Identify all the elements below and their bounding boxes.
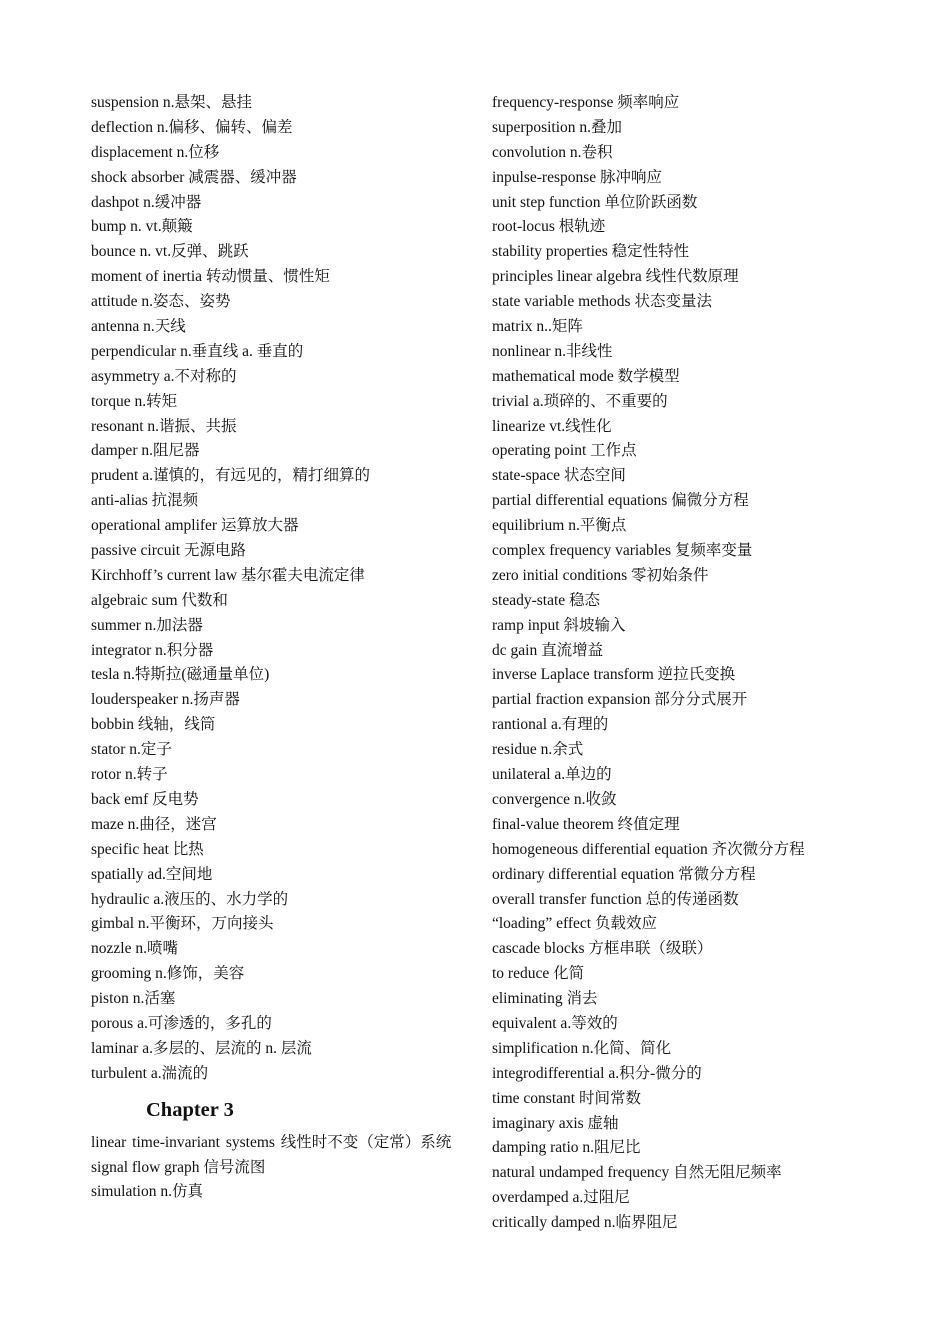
glossary-entry: gimbal n.平衡环，万向接头 xyxy=(91,915,274,933)
glossary-entry: asymmetry a.不对称的 xyxy=(91,367,237,385)
glossary-entry: integrodifferential a.积分-微分的 xyxy=(492,1064,702,1082)
glossary-entry: unilateral a.单边的 xyxy=(492,766,612,784)
glossary-entry: critically damped n.临界阻尼 xyxy=(492,1214,678,1232)
glossary-entry: Kirchhoff’s current law 基尔霍夫电流定律 xyxy=(91,566,365,584)
glossary-entry: signal flow graph 信号流图 xyxy=(91,1158,266,1176)
glossary-entry: rotor n.转子 xyxy=(91,766,168,784)
glossary-entry: perpendicular n.垂直线 a. 垂直的 xyxy=(91,342,304,360)
glossary-entry: steady-state 稳态 xyxy=(492,591,601,609)
glossary-entry: “loading” effect 负载效应 xyxy=(492,915,657,933)
glossary-entry: overdamped a.过阻尼 xyxy=(492,1189,630,1207)
glossary-entry: overall transfer function 总的传递函数 xyxy=(492,890,739,908)
glossary-entry: convolution n.卷积 xyxy=(492,143,613,161)
glossary-entry: dashpot n.缓冲器 xyxy=(91,193,202,211)
glossary-entry: operating point 工作点 xyxy=(492,442,637,460)
glossary-entry: unit step function 单位阶跃函数 xyxy=(492,193,698,211)
glossary-entry: laminar a.多层的、层流的 n. 层流 xyxy=(91,1039,312,1057)
glossary-entry: nonlinear n.非线性 xyxy=(492,342,613,360)
glossary-entry: shock absorber 减震器、缓冲器 xyxy=(91,168,297,186)
glossary-entry: linearize vt.线性化 xyxy=(492,417,612,435)
glossary-entry: bobbin 线轴，线筒 xyxy=(91,716,216,734)
glossary-entry: integrator n.积分器 xyxy=(91,641,214,659)
glossary-entry: porous a.可渗透的，多孔的 xyxy=(91,1014,272,1032)
glossary-entry: cascade blocks 方框串联（级联） xyxy=(492,940,713,958)
glossary-entry: moment of inertia 转动惯量、惯性矩 xyxy=(91,268,330,286)
glossary-entry: bounce n. vt.反弹、跳跃 xyxy=(91,243,249,261)
glossary-entry: attitude n.姿态、姿势 xyxy=(91,293,231,311)
glossary-entry: state variable methods 状态变量法 xyxy=(492,293,712,311)
glossary-entry: matrix n..矩阵 xyxy=(492,318,583,336)
glossary-entry: grooming n.修饰，美容 xyxy=(91,965,245,983)
chapter-heading: Chapter 3 xyxy=(146,1098,234,1121)
glossary-entry: resonant n.谐振、共振 xyxy=(91,417,237,435)
glossary-entry: piston n.活塞 xyxy=(91,990,176,1008)
glossary-entry: superposition n.叠加 xyxy=(492,118,623,136)
right-column xyxy=(492,91,932,1236)
glossary-entry: equivalent a.等效的 xyxy=(492,1014,618,1032)
glossary-entry: displacement n.位移 xyxy=(91,143,220,161)
glossary-entry: simplification n.化简、简化 xyxy=(492,1039,672,1057)
glossary-entry: rantional a.有理的 xyxy=(492,716,609,734)
glossary-entry: back emf 反电势 xyxy=(91,790,199,808)
glossary-entry: imaginary axis 虚轴 xyxy=(492,1114,619,1132)
glossary-entry: hydraulic a.液压的、水力学的 xyxy=(91,890,289,908)
glossary-entry: convergence n.收敛 xyxy=(492,790,617,808)
glossary-entry: stator n.定子 xyxy=(91,741,172,759)
glossary-entry: antenna n.天线 xyxy=(91,318,186,336)
glossary-entry: torque n.转矩 xyxy=(91,392,178,410)
glossary-entry: complex frequency variables 复频率变量 xyxy=(492,542,753,560)
glossary-entry: dc gain 直流增益 xyxy=(492,641,604,659)
glossary-entry: specific heat 比热 xyxy=(91,840,204,858)
glossary-entry: trivial a.琐碎的、不重要的 xyxy=(492,392,668,410)
left-column xyxy=(91,91,471,1205)
glossary-entry: inverse Laplace transform 逆拉氏变换 xyxy=(492,666,736,684)
glossary-entry: damper n.阻尼器 xyxy=(91,442,200,460)
glossary-entry: frequency-response 频率响应 xyxy=(492,94,680,111)
glossary-entry: anti-alias 抗混频 xyxy=(91,492,199,510)
glossary-entry: passive circuit 无源电路 xyxy=(91,542,246,560)
glossary-entry: inpulse-response 脉冲响应 xyxy=(492,168,663,186)
glossary-entry: principles linear algebra 线性代数原理 xyxy=(492,268,739,286)
glossary-entry: partial differential equations 偏微分方程 xyxy=(492,492,749,510)
glossary-entry: natural undamped frequency 自然无阻尼频率 xyxy=(492,1164,782,1182)
glossary-entry: mathematical mode 数学模型 xyxy=(492,367,680,385)
glossary-entry: stability properties 稳定性特性 xyxy=(492,243,690,261)
glossary-entry: prudent a.谨慎的，有远见的，精打细算的 xyxy=(91,467,370,485)
glossary-entry: zero initial conditions 零初始条件 xyxy=(492,566,709,584)
glossary-entry: to reduce 化简 xyxy=(492,965,585,983)
glossary-entry: state-space 状态空间 xyxy=(492,467,626,485)
glossary-entry: equilibrium n.平衡点 xyxy=(492,517,627,535)
glossary-entry: partial fraction expansion 部分分式展开 xyxy=(492,691,748,709)
glossary-entry: ordinary differential equation 常微分方程 xyxy=(492,865,756,883)
glossary-entry: time constant 时间常数 xyxy=(492,1089,641,1107)
glossary-entry: ramp input 斜坡输入 xyxy=(492,616,626,634)
glossary-entry: turbulent a.湍流的 xyxy=(91,1064,209,1082)
glossary-entry: root-locus 根轨迹 xyxy=(492,218,606,236)
glossary-entry: tesla n.特斯拉(磁通量单位) xyxy=(91,666,270,684)
glossary-entry: maze n.曲径，迷宫 xyxy=(91,815,217,833)
glossary-entry: linear time-invariant systems 线性时不变（定常）系统 xyxy=(91,1133,452,1151)
glossary-entry: summer n.加法器 xyxy=(91,616,203,634)
glossary-entry: residue n.余式 xyxy=(492,741,584,759)
glossary-entry: bump n. vt.颠簸 xyxy=(91,218,193,236)
glossary-entry: operational amplifer 运算放大器 xyxy=(91,517,299,535)
glossary-entry: final-value theorem 终值定理 xyxy=(492,815,680,833)
glossary-entry: algebraic sum 代数和 xyxy=(91,591,228,609)
glossary-entry: deflection n.偏移、偏转、偏差 xyxy=(91,118,293,136)
glossary-entry: nozzle n.喷嘴 xyxy=(91,940,178,958)
glossary-entry: spatially ad.空间地 xyxy=(91,865,213,883)
glossary-entry: simulation n.仿真 xyxy=(91,1183,203,1201)
glossary-entry: homogeneous differential equation 齐次微分方程 xyxy=(492,840,805,858)
glossary-entry: eliminating 消去 xyxy=(492,990,598,1008)
glossary-entry: damping ratio n.阻尼比 xyxy=(492,1139,641,1157)
glossary-entry: louderspeaker n.扬声器 xyxy=(91,691,240,709)
glossary-entry: suspension n.悬架、悬挂 xyxy=(91,94,253,111)
